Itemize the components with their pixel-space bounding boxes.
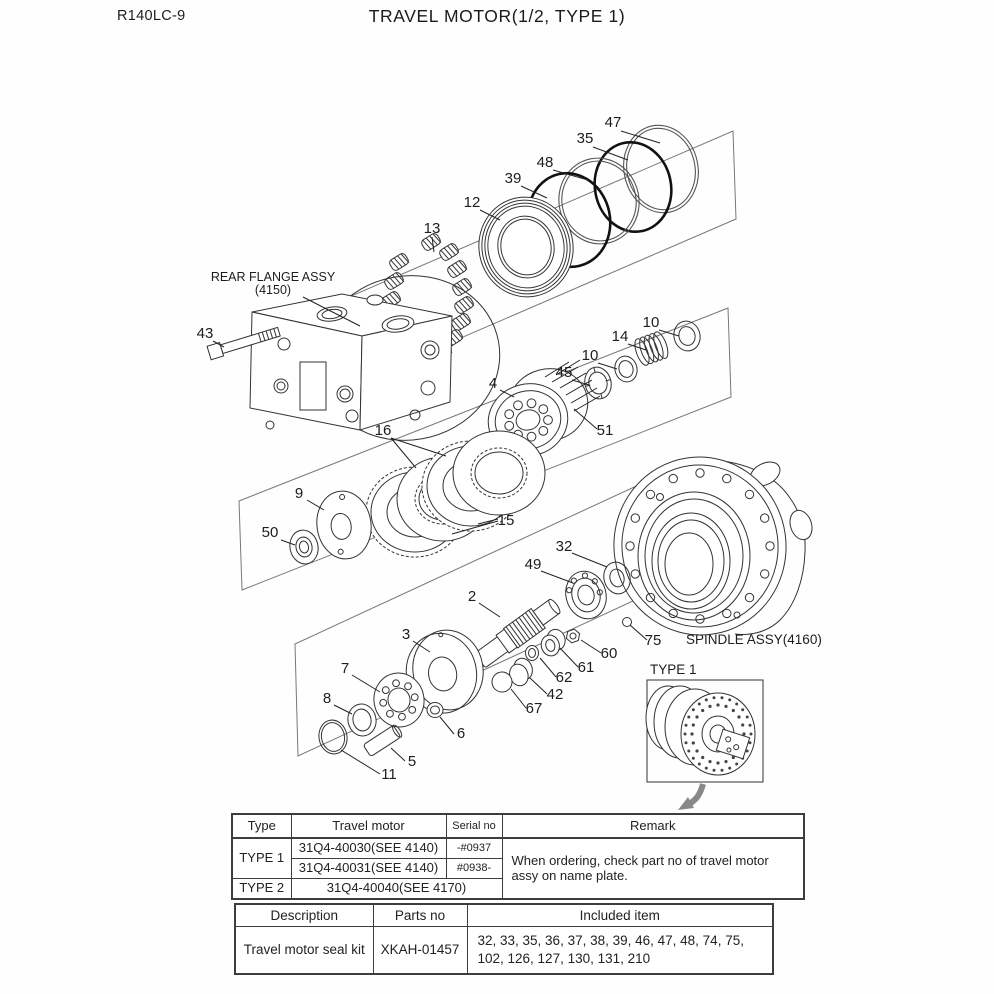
cell-included-item: 32, 33, 35, 36, 37, 38, 39, 46, 47, 48, 74, 75, 102, 126, 127, 130, 131, 210	[467, 927, 773, 975]
cell-parts-no: XKAH-01457	[373, 927, 467, 975]
part-12-bushing	[470, 188, 583, 305]
part-label-3: 3	[401, 626, 411, 643]
part-67-ball	[492, 672, 512, 692]
part-label-48: 48	[536, 154, 554, 171]
part-label-9: 9	[294, 485, 304, 502]
rear-flange-assy-label: REAR FLANGE ASSY	[210, 270, 336, 284]
type1-inset	[646, 680, 763, 810]
part-label-61: 61	[577, 659, 595, 676]
part-label-49: 49	[524, 556, 542, 573]
seal-kit-table	[234, 903, 774, 975]
rear-flange-assy-code: (4150)	[254, 283, 292, 297]
part-label-42: 42	[546, 686, 564, 703]
part-label-35: 35	[576, 130, 594, 147]
part-label-47: 47	[604, 114, 622, 131]
part-label-14: 14	[611, 328, 629, 345]
part-60-plug	[564, 628, 581, 644]
part-8-cup	[345, 701, 379, 738]
part-label-50: 50	[261, 524, 279, 541]
cell-remark: When ordering, check part no of travel motor assy on name plate.	[502, 838, 804, 899]
part-label-4: 4	[488, 375, 498, 392]
part-11-ring	[316, 718, 349, 756]
part-9-plate	[313, 488, 376, 563]
part-61-bushing	[538, 627, 569, 658]
part-label-39: 39	[504, 170, 522, 187]
part-label-6: 6	[456, 725, 466, 742]
part-label-15: 15	[497, 512, 515, 529]
col-header-serial-no: Serial no	[446, 814, 502, 838]
col-header-type: Type	[232, 814, 291, 838]
table-row	[232, 838, 804, 859]
part-label-5: 5	[407, 753, 417, 770]
col-header-parts-no: Parts no	[373, 904, 467, 927]
part-62-bushing	[526, 646, 539, 661]
part-label-62: 62	[555, 669, 573, 686]
col-header-included-item: Included item	[467, 904, 773, 927]
part-label-45: 45	[555, 364, 573, 381]
cell-travel-motor-3: 31Q4-40040(SEE 4170)	[291, 879, 502, 900]
col-header-travel-motor: Travel motor	[291, 814, 446, 838]
part-label-2: 2	[467, 588, 477, 605]
cell-travel-motor-2: 31Q4-40031(SEE 4140)	[291, 859, 446, 879]
cell-type-1: TYPE 1	[232, 838, 291, 879]
part-label-13: 13	[423, 220, 441, 237]
part-label-43: 43	[196, 325, 214, 342]
model-code: R140LC-9	[117, 8, 186, 24]
part-label-60: 60	[600, 645, 618, 662]
part-14-spring	[632, 330, 671, 367]
col-header-remark: Remark	[502, 814, 804, 838]
page-title: TRAVEL MOTOR(1/2, TYPE 1)	[368, 6, 626, 26]
type-serial-table	[231, 813, 805, 900]
cell-serial-1: -#0937	[446, 838, 502, 859]
inset-arrow	[689, 784, 703, 804]
cell-type-2: TYPE 2	[232, 879, 291, 900]
part-label-32: 32	[555, 538, 573, 555]
part-label-51: 51	[596, 422, 614, 439]
part-label-10b: 10	[581, 347, 599, 364]
table-row	[235, 927, 773, 975]
part-label-8: 8	[322, 690, 332, 707]
part-label-10a: 10	[642, 314, 660, 331]
col-header-description: Description	[235, 904, 373, 927]
part-label-12: 12	[463, 194, 481, 211]
cell-description: Travel motor seal kit	[235, 927, 373, 975]
part-6-bushing	[427, 703, 443, 718]
part-16-15-plate-stack	[366, 431, 545, 557]
cell-serial-2: #0938-	[446, 859, 502, 879]
type1-inset-label: TYPE 1	[650, 662, 697, 677]
part-label-7: 7	[340, 660, 350, 677]
part-label-67: 67	[525, 700, 543, 717]
part-label-75: 75	[644, 632, 662, 649]
spindle-assembly-drawing	[602, 446, 815, 646]
part-10-washer-a	[671, 318, 704, 354]
part-label-11: 11	[381, 766, 397, 783]
part-label-16: 16	[374, 422, 392, 439]
spindle-assy-label: SPINDLE ASSY(4160)	[686, 632, 822, 647]
cell-travel-motor-1: 31Q4-40030(SEE 4140)	[291, 838, 446, 859]
